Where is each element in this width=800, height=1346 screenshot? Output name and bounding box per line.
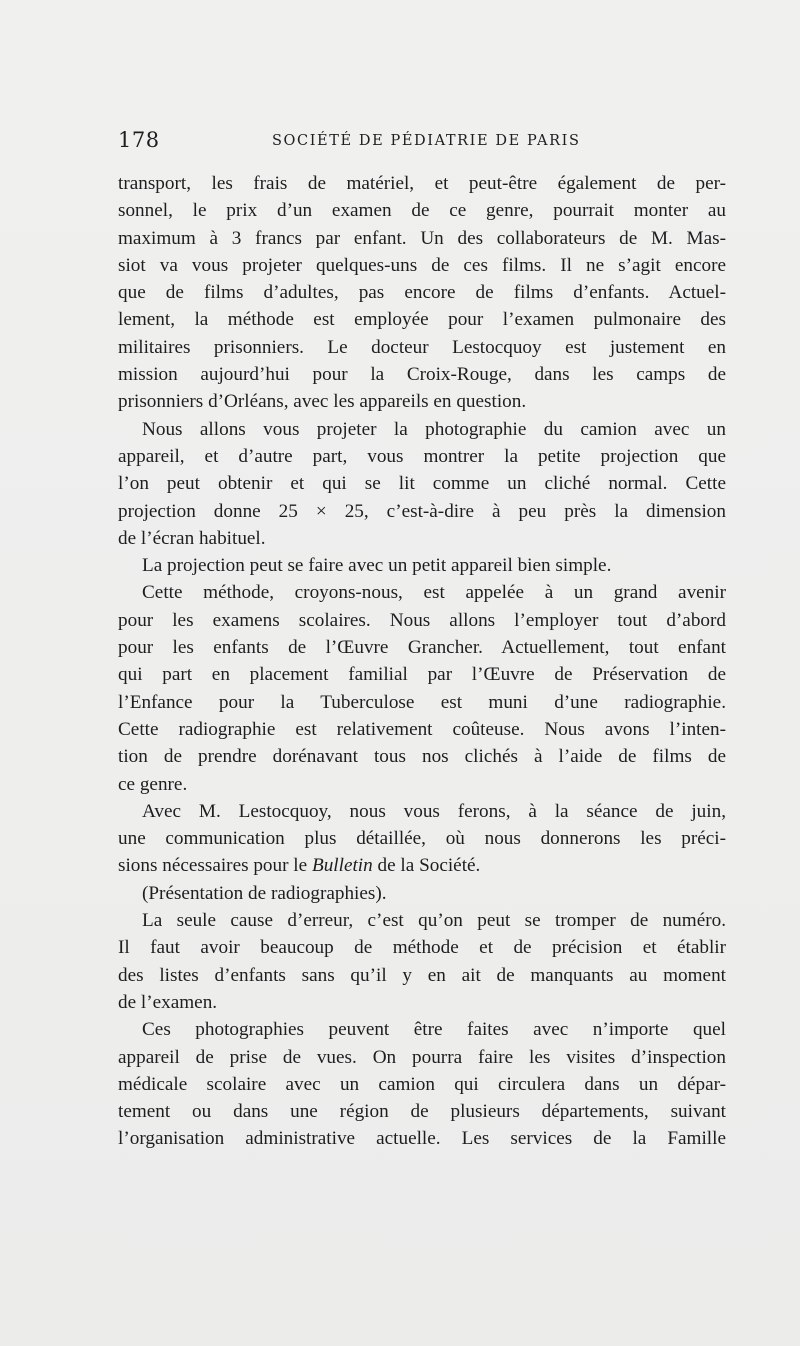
text-line: La seule cause d’erreur, c’est qu’on peut se tromper de numéro. (142, 910, 726, 932)
text-line: Avec M. Lestocquoy, nous vous ferons, à la séance de juin, (142, 800, 726, 822)
text-line: militaires prisonniers. Le docteur Lestocquoy est justement en (118, 336, 726, 358)
text-line (118, 852, 726, 879)
body-text (118, 170, 726, 1153)
text-line: sonnel, le prix d’un examen de ce genre, pourrait monter au (118, 200, 726, 222)
text-line: Il faut avoir beaucoup de méthode et de précision et établir (118, 937, 726, 959)
text-line: l’Enfance pour la Tuberculose est muni d’une radiographie. (118, 691, 726, 713)
page-number: 178 (118, 128, 160, 152)
text-line: une communication plus détaillée, où nous donnerons les préci- (118, 828, 726, 850)
text-line: pour les enfants de l’Œuvre Grancher. Actuellement, tout enfant (118, 637, 726, 659)
text-line: tement ou dans une région de plusieurs départements, suivant (118, 1101, 726, 1123)
text-line: Nous allons vous projeter la photographie du camion avec un (142, 418, 726, 440)
text-line: siot va vous projeter quelques-uns de ces films. Il ne s’agit encore (118, 254, 726, 276)
text-line: lement, la méthode est employée pour l’examen pulmonaire des (118, 309, 726, 331)
text-line: qui part en placement familial par l’Œuvre de Préservation de (118, 664, 726, 686)
text-line: projection donne 25 × 25, c’est-à-dire à peu près la dimension (118, 500, 726, 522)
text-line: appareil de prise de vues. On pourra faire les visites d’inspection (118, 1046, 726, 1068)
page-header (118, 128, 726, 158)
text-line: La projection peut se faire avec un petit appareil bien simple. (142, 555, 612, 577)
text-line: médicale scolaire avec un camion qui circulera dans un dépar- (118, 1073, 726, 1095)
text-line: Ces photographies peuvent être faites avec n’importe quel (142, 1019, 726, 1041)
text-line: Cette radiographie est relativement coûteuse. Nous avons l’inten- (118, 718, 726, 740)
text-segment: de la Société. (377, 855, 481, 877)
text-line: Cette méthode, croyons-nous, est appelée à un grand avenir (142, 582, 726, 604)
text-line: transport, les frais de matériel, et peut-être également de per- (118, 173, 726, 194)
running-title: SOCIÉTÉ DE PÉDIATRIE DE PARIS (272, 133, 581, 149)
text-line: de l’examen. (118, 991, 218, 1013)
text-line: tion de prendre dorénavant tous nos clichés à l’aide de films de (118, 746, 726, 768)
text-line: que de films d’adultes, pas encore de films d’enfants. Actuel- (118, 282, 726, 304)
text-line: maximum à 3 francs par enfant. Un des collaborateurs de M. Mas- (118, 227, 726, 249)
text-line: l’organisation administrative actuelle. Les services de la Famille (118, 1128, 726, 1150)
text-line: de l’écran habituel. (118, 527, 266, 549)
text-line: (Présentation de radiographies). (142, 882, 387, 904)
text-line: ce genre. (118, 773, 188, 795)
text-line: pour les examens scolaires. Nous allons l’employer tout d’abord (118, 609, 726, 631)
text-line: prisonniers d’Orléans, avec les appareils en question. (118, 391, 527, 413)
text-line: mission aujourd’hui pour la Croix-Rouge, dans les camps de (118, 364, 726, 386)
bulletin-title: Bulletin (311, 855, 373, 877)
text-line: l’on peut obtenir et qui se lit comme un cliché normal. Cette (118, 473, 726, 495)
text-line: des listes d’enfants sans qu’il y en ait de manquants au moment (118, 964, 726, 986)
text-segment: sions nécessaires pour le (118, 855, 308, 877)
text-line: appareil, et d’autre part, vous montrer la petite projection que (118, 445, 726, 467)
